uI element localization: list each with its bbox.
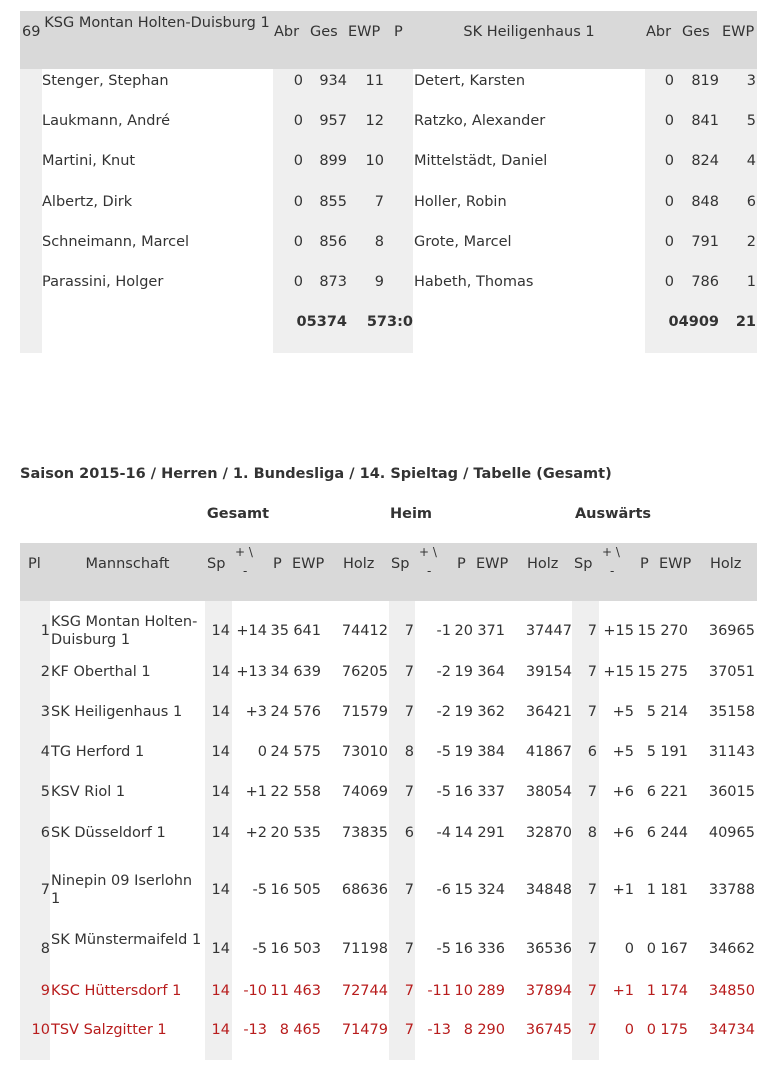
standings-team-name: SK Düsseldorf 1 <box>51 825 166 841</box>
heim-sp: 7 <box>404 704 414 720</box>
heim-p: 19 <box>454 704 473 720</box>
home-col-ges: Ges <box>310 24 338 40</box>
standings-team-name: TSV Salzgitter 1 <box>51 1022 167 1038</box>
heim-ewp: 289 <box>477 983 505 999</box>
col-plusminus-top: + \ <box>602 545 620 559</box>
standings-team-name: KSV Riol 1 <box>51 784 126 800</box>
away-player-ewp: 1 <box>746 274 756 290</box>
heim-sp: 7 <box>404 623 414 639</box>
heim-ewp: 364 <box>477 664 505 680</box>
gesamt-ewp: 535 <box>293 825 321 841</box>
home-player-ewp: 10 <box>365 153 384 169</box>
away-diff: +5 <box>612 744 634 760</box>
heim-holz: 37447 <box>525 623 572 639</box>
gesamt-sp: 14 <box>211 744 230 760</box>
away-p: 0 <box>646 1022 656 1038</box>
gesamt-diff: -5 <box>252 882 267 898</box>
col-plusminus-bottom: - <box>427 564 432 578</box>
gesamt-p: 22 <box>270 784 289 800</box>
group-auswaerts: Auswärts <box>574 506 652 522</box>
gesamt-p: 35 <box>270 623 289 639</box>
col-pl: Pl <box>28 556 41 572</box>
away-holz: 34850 <box>708 983 755 999</box>
away-sp: 7 <box>587 882 597 898</box>
gesamt-p: 16 <box>270 941 289 957</box>
away-ewp: 270 <box>660 623 688 639</box>
away-p: 15 <box>637 623 656 639</box>
heim-diff: -2 <box>436 664 451 680</box>
away-diff: +1 <box>612 882 634 898</box>
gesamt-ewp: 505 <box>293 882 321 898</box>
away-player-name: Habeth, Thomas <box>414 274 534 290</box>
heim-p: 8 <box>463 1022 473 1038</box>
gesamt-holz: 72744 <box>341 983 388 999</box>
gesamt-diff: +1 <box>245 784 267 800</box>
away-sp: 7 <box>587 983 597 999</box>
standings-team-name: TG Herford 1 <box>51 744 145 760</box>
away-p: 1 <box>646 983 656 999</box>
away-sp: 6 <box>587 744 597 760</box>
gesamt-diff: -13 <box>243 1022 267 1038</box>
home-player-name: Schneimann, Marcel <box>42 234 190 250</box>
standings-place: 2 <box>40 664 50 680</box>
away-team-name: SK Heiligenhaus 1 <box>463 24 595 40</box>
gesamt-diff: 0 <box>257 744 267 760</box>
col-holz: Holz <box>710 556 742 572</box>
heim-ewp: 336 <box>477 941 505 957</box>
gesamt-p: 11 <box>270 983 289 999</box>
heim-ewp: 291 <box>477 825 505 841</box>
home-player-abr: 0 <box>293 153 303 169</box>
away-player-ewp: 6 <box>746 194 756 210</box>
home-col-p: P <box>394 24 403 40</box>
heim-p: 19 <box>454 744 473 760</box>
heim-p: 16 <box>454 941 473 957</box>
heim-holz: 41867 <box>525 744 572 760</box>
away-player-name: Mittelstädt, Daniel <box>414 153 548 169</box>
heim-sp: 7 <box>404 784 414 800</box>
gesamt-ewp: 576 <box>293 704 321 720</box>
heim-diff: -5 <box>436 941 451 957</box>
home-player-ewp: 12 <box>365 113 384 129</box>
gesamt-ewp: 463 <box>293 983 321 999</box>
heim-sp: 7 <box>404 1022 414 1038</box>
gesamt-p: 16 <box>270 882 289 898</box>
gesamt-holz: 68636 <box>341 882 388 898</box>
away-player-ges: 824 <box>691 153 719 169</box>
away-diff: +15 <box>603 623 634 639</box>
col-ewp: EWP <box>292 556 325 572</box>
gesamt-sp: 14 <box>211 983 230 999</box>
away-player-name: Grote, Marcel <box>414 234 512 250</box>
gesamt-holz: 71579 <box>341 704 388 720</box>
away-p: 6 <box>646 825 656 841</box>
heim-diff: -5 <box>436 744 451 760</box>
away-diff: 0 <box>624 941 634 957</box>
home-player-name: Martini, Knut <box>42 153 136 169</box>
gesamt-ewp: 465 <box>293 1022 321 1038</box>
col-plusminus-bottom: - <box>610 564 615 578</box>
home-player-ewp: 9 <box>374 274 384 290</box>
home-player-ges: 957 <box>319 113 347 129</box>
standings-place: 4 <box>40 744 50 760</box>
away-p: 5 <box>646 744 656 760</box>
home-player-ges: 934 <box>319 73 347 89</box>
away-holz: 37051 <box>708 664 755 680</box>
col-sp: Sp <box>207 556 226 572</box>
heim-p: 19 <box>454 664 473 680</box>
away-holz: 34734 <box>708 1022 755 1038</box>
gesamt-diff: -10 <box>243 983 267 999</box>
gesamt-diff: +2 <box>245 825 267 841</box>
gesamt-sp: 14 <box>211 704 230 720</box>
home-player-ges: 873 <box>319 274 347 290</box>
home-player-abr: 0 <box>293 73 303 89</box>
away-p: 6 <box>646 784 656 800</box>
away-player-name: Ratzko, Alexander <box>414 113 546 129</box>
away-p: 0 <box>646 941 656 957</box>
away-player-abr: 0 <box>664 234 674 250</box>
gesamt-sp: 14 <box>211 941 230 957</box>
heim-holz: 36745 <box>525 1022 572 1038</box>
gesamt-diff: +3 <box>245 704 267 720</box>
gesamt-ewp: 503 <box>293 941 321 957</box>
col-plusminus-top: + \ <box>235 545 253 559</box>
col-p: P <box>457 556 466 572</box>
away-holz: 36965 <box>708 623 755 639</box>
heim-diff: -4 <box>436 825 451 841</box>
away-ewp: 174 <box>660 983 688 999</box>
away-holz: 31143 <box>708 744 755 760</box>
home-player-abr: 0 <box>293 194 303 210</box>
gesamt-holz: 74069 <box>341 784 388 800</box>
gesamt-sp: 14 <box>211 623 230 639</box>
home-player-abr: 0 <box>293 113 303 129</box>
standings-team-name: Ninepin 09 Iserlohn 1 <box>51 873 193 907</box>
col-p: P <box>273 556 282 572</box>
match-number: 69 <box>22 24 41 40</box>
away-ewp: 175 <box>660 1022 688 1038</box>
gesamt-diff: +13 <box>236 664 267 680</box>
heim-holz: 38054 <box>525 784 572 800</box>
away-player-ewp: 2 <box>746 234 756 250</box>
heim-holz: 39154 <box>525 664 572 680</box>
heim-p: 20 <box>454 623 473 639</box>
col-plusminus-bottom: - <box>243 564 248 578</box>
gesamt-p: 24 <box>270 744 289 760</box>
home-player-abr: 0 <box>293 234 303 250</box>
away-player-abr: 0 <box>664 274 674 290</box>
away-diff: 0 <box>624 1022 634 1038</box>
standings-team-name: KSG Montan Holten-Duisburg 1 <box>51 614 198 648</box>
home-player-ewp: 11 <box>365 73 384 89</box>
home-col-abr: Abr <box>274 24 300 40</box>
heim-holz: 32870 <box>525 825 572 841</box>
gesamt-diff: +14 <box>236 623 267 639</box>
heim-sp: 7 <box>404 941 414 957</box>
standings-team-name: SK Münstermaifeld 1 <box>51 932 202 948</box>
away-sp: 7 <box>587 664 597 680</box>
col-ewp: EWP <box>659 556 692 572</box>
away-player-ges: 848 <box>691 194 719 210</box>
gesamt-sp: 14 <box>211 664 230 680</box>
col-holz: Holz <box>343 556 375 572</box>
heim-holz: 34848 <box>525 882 572 898</box>
away-ewp: 214 <box>660 704 688 720</box>
away-col-ges: Ges <box>682 24 710 40</box>
standings-place: 7 <box>40 882 50 898</box>
away-holz: 35158 <box>708 704 755 720</box>
gesamt-diff: -5 <box>252 941 267 957</box>
standings-team-name: KF Oberthal 1 <box>51 664 151 680</box>
standings-place: 9 <box>40 983 50 999</box>
away-player-ewp: 5 <box>746 113 756 129</box>
heim-ewp: 290 <box>477 1022 505 1038</box>
gesamt-p: 20 <box>270 825 289 841</box>
gesamt-holz: 76205 <box>341 664 388 680</box>
away-player-abr: 0 <box>664 113 674 129</box>
col-p: P <box>640 556 649 572</box>
away-player-abr: 0 <box>664 153 674 169</box>
home-player-ges: 855 <box>319 194 347 210</box>
away-ewp: 191 <box>660 744 688 760</box>
away-diff: +6 <box>612 784 634 800</box>
home-player-name: Stenger, Stephan <box>42 73 169 89</box>
away-player-name: Holler, Robin <box>414 194 507 210</box>
away-total-ges: 04909 <box>668 314 719 330</box>
away-p: 5 <box>646 704 656 720</box>
home-player-name: Parassini, Holger <box>42 274 164 290</box>
standings-title: Saison 2015-16 / Herren / 1. Bundesliga / 14. Spieltag / Tabelle (Gesamt) <box>20 466 612 482</box>
away-col-ewp: EWP <box>722 24 755 40</box>
away-p: 15 <box>637 664 656 680</box>
group-gesamt: Gesamt <box>206 506 270 522</box>
gesamt-ewp: 575 <box>293 744 321 760</box>
standings-place: 10 <box>31 1022 50 1038</box>
away-player-ewp: 3 <box>746 73 756 89</box>
standings-place: 1 <box>40 623 50 639</box>
home-player-name: Albertz, Dirk <box>42 194 133 210</box>
gesamt-p: 8 <box>279 1022 289 1038</box>
away-sp: 8 <box>587 825 597 841</box>
away-player-abr: 0 <box>664 73 674 89</box>
heim-sp: 7 <box>404 664 414 680</box>
away-holz: 36015 <box>708 784 755 800</box>
group-heim: Heim <box>389 506 433 522</box>
gesamt-p: 24 <box>270 704 289 720</box>
gesamt-ewp: 558 <box>293 784 321 800</box>
heim-ewp: 384 <box>477 744 505 760</box>
standings-place: 8 <box>40 941 50 957</box>
standings-place: 5 <box>40 784 50 800</box>
away-player-name: Detert, Karsten <box>414 73 526 89</box>
match-col-shade-left <box>20 69 42 353</box>
heim-sp: 6 <box>404 825 414 841</box>
home-team-name: KSG Montan Holten-Duisburg 1 <box>44 15 270 31</box>
away-holz: 40965 <box>708 825 755 841</box>
heim-p: 10 <box>454 983 473 999</box>
home-player-ges: 856 <box>319 234 347 250</box>
gesamt-holz: 73835 <box>341 825 388 841</box>
col-ewp: EWP <box>476 556 509 572</box>
col-plusminus-top: + \ <box>419 545 437 559</box>
heim-p: 16 <box>454 784 473 800</box>
home-player-ewp: 7 <box>374 194 384 210</box>
col-holz: Holz <box>527 556 559 572</box>
away-holz: 34662 <box>708 941 755 957</box>
gesamt-ewp: 641 <box>293 623 321 639</box>
heim-diff: -6 <box>436 882 451 898</box>
standings-team-name: SK Heiligenhaus 1 <box>51 704 183 720</box>
heim-diff: -2 <box>436 704 451 720</box>
away-ewp: 167 <box>660 941 688 957</box>
gesamt-ewp: 639 <box>293 664 321 680</box>
home-player-name: Laukmann, André <box>42 113 171 129</box>
gesamt-holz: 71198 <box>341 941 388 957</box>
home-total-ges: 05374 <box>296 314 347 330</box>
heim-sp: 7 <box>404 882 414 898</box>
away-col-abr: Abr <box>646 24 672 40</box>
away-sp: 7 <box>587 704 597 720</box>
away-ewp: 221 <box>660 784 688 800</box>
heim-diff: -13 <box>427 1022 451 1038</box>
standings-place: 6 <box>40 825 50 841</box>
heim-diff: -1 <box>436 623 451 639</box>
standings-place: 3 <box>40 704 50 720</box>
away-sp: 7 <box>587 1022 597 1038</box>
heim-sp: 7 <box>404 983 414 999</box>
col-sp: Sp <box>391 556 410 572</box>
away-diff: +15 <box>603 664 634 680</box>
heim-diff: -5 <box>436 784 451 800</box>
away-diff: +1 <box>612 983 634 999</box>
heim-holz: 36536 <box>525 941 572 957</box>
heim-ewp: 324 <box>477 882 505 898</box>
heim-holz: 36421 <box>525 704 572 720</box>
home-player-ges: 899 <box>319 153 347 169</box>
away-p: 1 <box>646 882 656 898</box>
heim-holz: 37894 <box>525 983 572 999</box>
heim-diff: -11 <box>427 983 451 999</box>
col-sp: Sp <box>574 556 593 572</box>
heim-p: 14 <box>454 825 473 841</box>
home-col-ewp: EWP <box>348 24 381 40</box>
home-player-abr: 0 <box>293 274 303 290</box>
away-holz: 33788 <box>708 882 755 898</box>
heim-ewp: 337 <box>477 784 505 800</box>
away-player-ges: 786 <box>691 274 719 290</box>
away-player-ges: 791 <box>691 234 719 250</box>
heim-sp: 8 <box>404 744 414 760</box>
away-player-ges: 841 <box>691 113 719 129</box>
gesamt-p: 34 <box>270 664 289 680</box>
gesamt-holz: 71479 <box>341 1022 388 1038</box>
gesamt-holz: 73010 <box>341 744 388 760</box>
gesamt-sp: 14 <box>211 784 230 800</box>
home-player-ewp: 8 <box>374 234 384 250</box>
away-player-abr: 0 <box>664 194 674 210</box>
away-sp: 7 <box>587 623 597 639</box>
away-total-ewp: 21 <box>735 314 756 330</box>
away-diff: +5 <box>612 704 634 720</box>
gesamt-sp: 14 <box>211 882 230 898</box>
away-sp: 7 <box>587 941 597 957</box>
away-player-ewp: 4 <box>746 153 756 169</box>
away-sp: 7 <box>587 784 597 800</box>
home-total-ewp: 573:0 <box>366 314 413 330</box>
heim-p: 15 <box>454 882 473 898</box>
heim-ewp: 371 <box>477 623 505 639</box>
away-player-ges: 819 <box>691 73 719 89</box>
standings-team-name: KSC Hüttersdorf 1 <box>51 983 182 999</box>
heim-ewp: 362 <box>477 704 505 720</box>
col-team: Mannschaft <box>85 556 170 572</box>
away-ewp: 244 <box>660 825 688 841</box>
away-ewp: 181 <box>660 882 688 898</box>
gesamt-sp: 14 <box>211 1022 230 1038</box>
gesamt-holz: 74412 <box>341 623 388 639</box>
gesamt-sp: 14 <box>211 825 230 841</box>
away-ewp: 275 <box>660 664 688 680</box>
away-diff: +6 <box>612 825 634 841</box>
